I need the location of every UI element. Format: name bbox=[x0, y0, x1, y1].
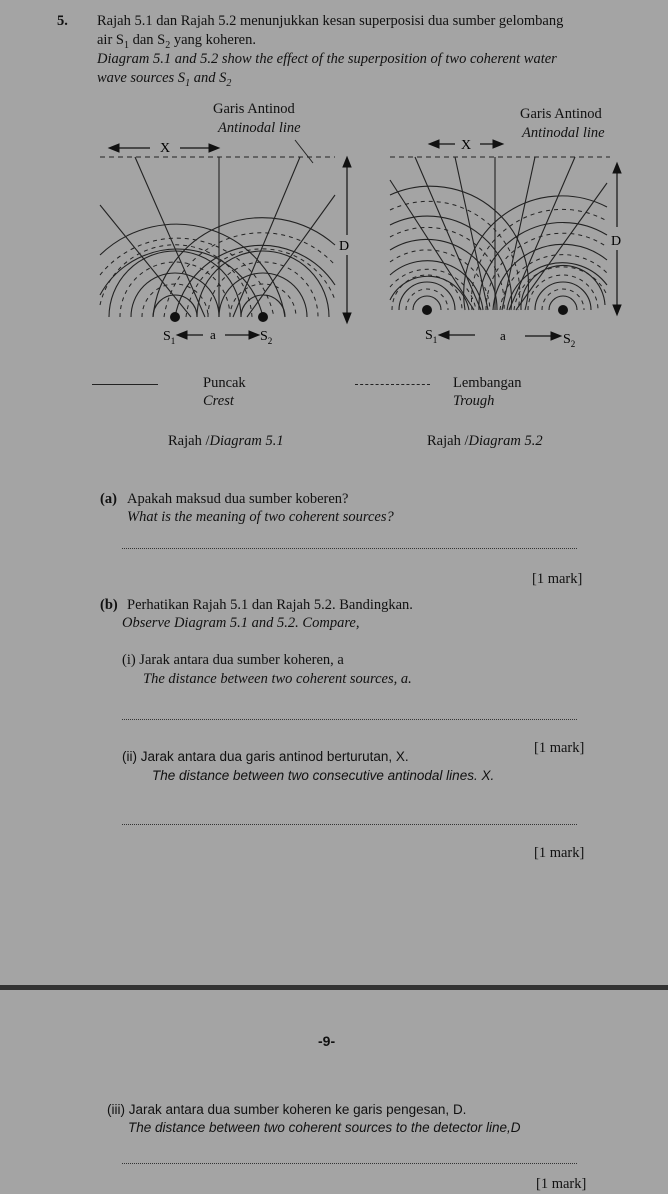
d1-x-label: X bbox=[160, 141, 171, 156]
part-b-iii-answer-line[interactable] bbox=[122, 1163, 577, 1164]
intro-en-line1: Diagram 5.1 and 5.2 show the effect of the superposition of two coherent water bbox=[97, 51, 557, 67]
page-divider bbox=[0, 985, 668, 990]
d2-x-label: X bbox=[461, 138, 472, 153]
part-b-label: (b) bbox=[100, 597, 118, 613]
d2-antinodal-label-en: Antinodal line bbox=[522, 125, 605, 141]
legend-trough-line bbox=[355, 384, 430, 385]
part-b-ii-en: The distance between two consecutive antinodal lines. X. bbox=[152, 768, 495, 783]
part-b-ii-mark: [1 mark] bbox=[534, 845, 585, 861]
d2-s1-dot bbox=[422, 305, 432, 315]
part-b-iii-mark: [1 mark] bbox=[536, 1176, 587, 1192]
part-b-ms: Perhatikan Rajah 5.1 dan Rajah 5.2. Bandingkan. bbox=[127, 597, 413, 613]
part-b-i-answer-line[interactable] bbox=[122, 719, 577, 720]
part-b-i-ms: (i) Jarak antara dua sumber koheren, a bbox=[122, 652, 344, 668]
part-b-ii-answer-line[interactable] bbox=[122, 824, 577, 825]
d1-crests bbox=[100, 218, 335, 317]
d2-d-label: D bbox=[611, 234, 622, 249]
d2-crests bbox=[390, 186, 607, 310]
d2-s1-label: $S_1$ bbox=[425, 328, 438, 345]
d1-antinodal-label-ms: Garis Antinod bbox=[213, 101, 295, 117]
d1-antinodal-label-en: Antinodal line bbox=[218, 120, 301, 136]
d1-s2-label: $S_2$ bbox=[260, 329, 273, 346]
legend-trough-en: Trough bbox=[453, 393, 495, 409]
d1-a-dimension bbox=[177, 331, 259, 339]
caption-diagram-5-1: Rajah /Diagram 5.1 bbox=[168, 433, 284, 449]
diagram-5-2 bbox=[385, 135, 635, 350]
part-b-i-mark: [1 mark] bbox=[534, 740, 585, 756]
question-number: 5. bbox=[57, 13, 68, 29]
part-a-answer-line[interactable] bbox=[122, 548, 577, 549]
legend-crest-line bbox=[92, 384, 158, 385]
part-b-iii-ms: (iii) Jarak antara dua sumber koheren ke garis pengesan, D. bbox=[107, 1102, 467, 1117]
diagram-5-1 bbox=[95, 135, 365, 350]
part-a-mark: [1 mark] bbox=[532, 571, 583, 587]
d1-d-label: D bbox=[339, 239, 350, 254]
legend-crest-ms: Puncak bbox=[203, 375, 246, 391]
legend-crest-en: Crest bbox=[203, 393, 234, 409]
d1-s1-dot bbox=[170, 312, 180, 322]
part-a-label: (a) bbox=[100, 491, 117, 507]
d1-a-label: a bbox=[210, 327, 216, 342]
d2-antinodal-label-ms: Garis Antinod bbox=[520, 106, 602, 122]
intro-en-line2: wave sources $S_1$ and $S_2$ bbox=[97, 70, 232, 89]
part-b-iii-en: The distance between two coherent sources to the detector line,D bbox=[128, 1120, 521, 1135]
d1-pointer bbox=[295, 140, 313, 163]
d2-s2-label: $S_2$ bbox=[563, 332, 576, 349]
part-b-ii-ms: (ii) Jarak antara dua garis antinod berturutan, X. bbox=[122, 749, 409, 764]
d1-s2-dot bbox=[258, 312, 268, 322]
legend-trough-ms: Lembangan bbox=[453, 375, 522, 391]
part-a-en: What is the meaning of two coherent sources? bbox=[127, 509, 394, 525]
intro-ms-line2: air $S_1$ dan $S_2$ yang koheren. bbox=[97, 32, 256, 51]
d1-s1-label: $S_1$ bbox=[163, 329, 176, 346]
intro-ms-line1: Rajah 5.1 dan Rajah 5.2 menunjukkan kesan superposisi dua sumber gelombang bbox=[97, 13, 564, 29]
caption-diagram-5-2: Rajah /Diagram 5.2 bbox=[427, 433, 543, 449]
d2-a-label: a bbox=[500, 328, 506, 343]
d2-s2-dot bbox=[558, 305, 568, 315]
part-b-en: Observe Diagram 5.1 and 5.2. Compare, bbox=[122, 615, 360, 631]
part-a-ms: Apakah maksud dua sumber koberen? bbox=[127, 491, 349, 507]
part-b-i-en: The distance between two coherent sources, a. bbox=[143, 671, 412, 687]
page-number: -9- bbox=[318, 1033, 336, 1049]
